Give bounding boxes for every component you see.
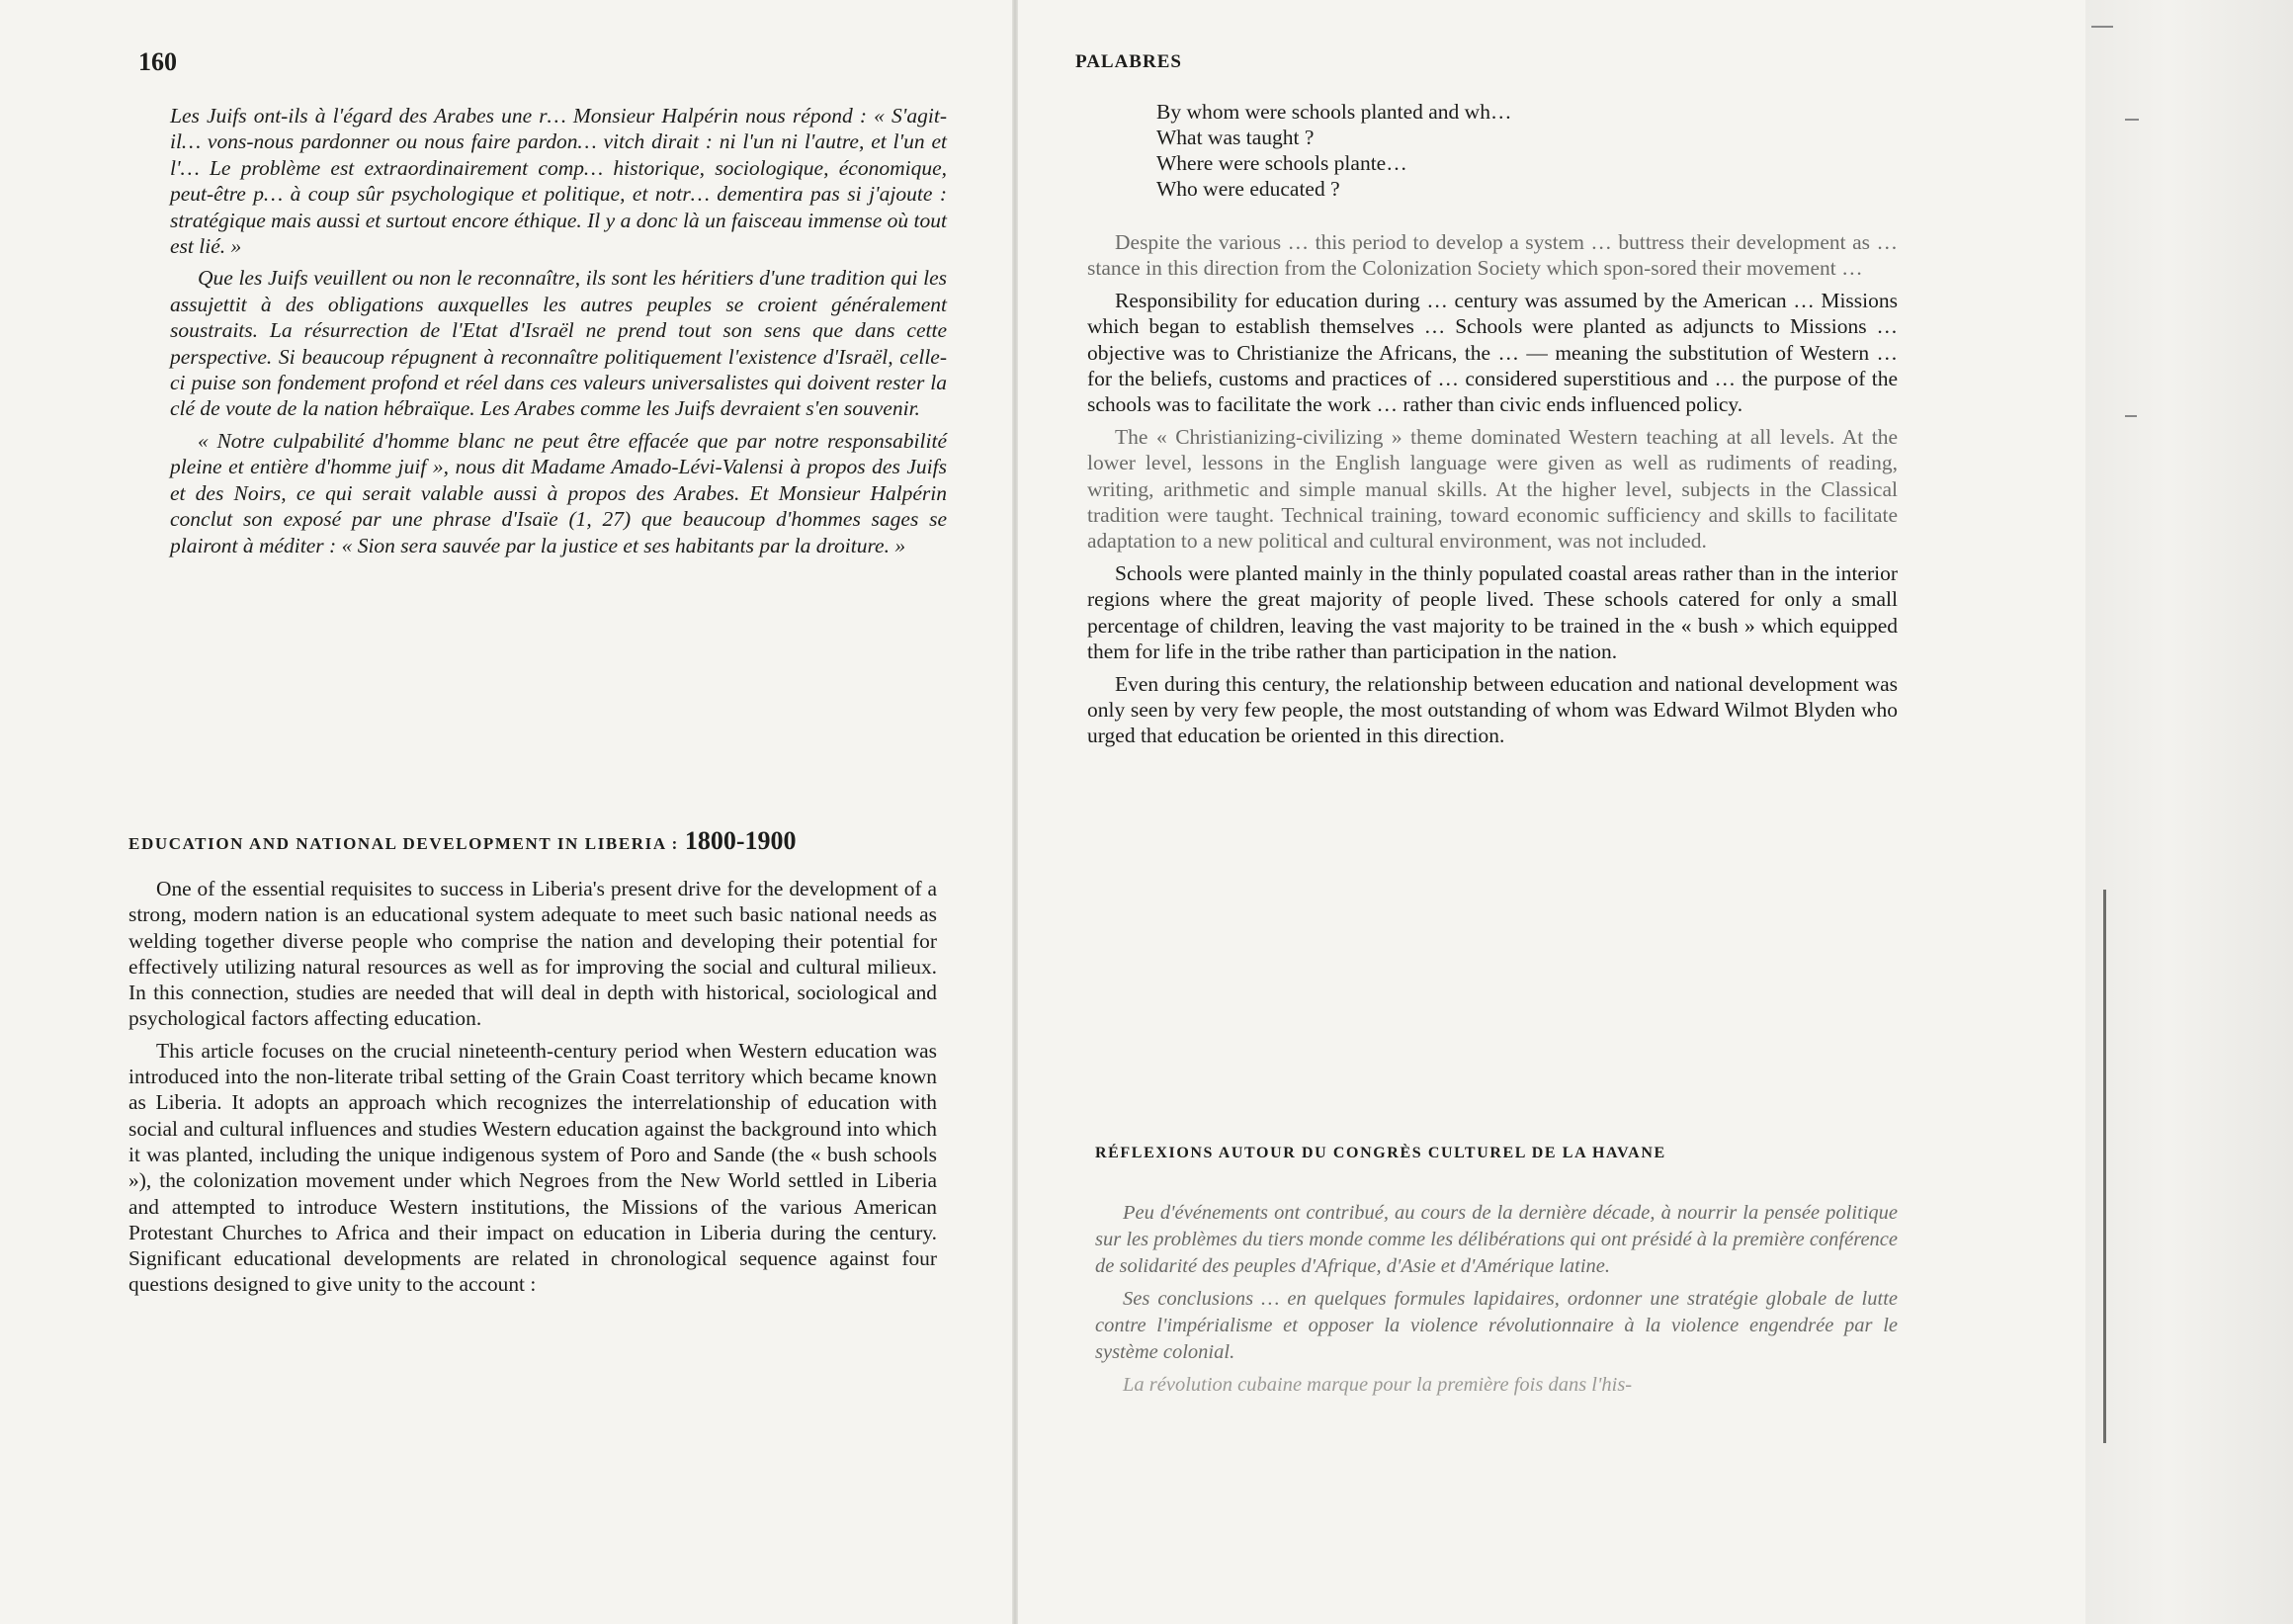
question-item: What was taught ? <box>1156 126 1315 149</box>
body-paragraph: Schools were planted mainly in the thinly populated coastal areas rather than in the interior regions where the great majority of people lived. These schools catered for only a small percentage of children, leaving the vast majority to be trained in the « bush » which equipped them for life in the tribe rather than participation in the nation. <box>1087 560 1898 664</box>
body-paragraph: Despite the various … this period to develop a system … buttress their development as … stance in this direction from the Colonization Society which spon-sored their movement … <box>1087 230 1898 281</box>
body-paragraph: Responsibility for education during … century was assumed by the American … Missions which began to establish themselves … Schools were planted as adjuncts to Missions … objective was to Christianize the Africans, the … — meaning the substitution of Western … for the beliefs, customs and practices of … considered superstitious and … the purpose of the schools was to facilitate the work … rather than civic ends influenced policy. <box>1087 288 1898 417</box>
edge-mark <box>2125 415 2137 417</box>
question-list <box>1156 99 1898 202</box>
edge-mark <box>2125 119 2139 121</box>
article-heading <box>128 826 949 856</box>
question-item: Where were schools plante… <box>1156 151 1407 175</box>
french-text-block <box>170 103 947 564</box>
article-paragraph: This article focuses on the crucial nineteenth-century period when Western education was introduced into the non-literate tribal setting of the Grain Coast territory which became known as Liberia. It adopts an approach which recognizes the interrelationship of education with social and cultural influences and studies Western education against the background into which it was planted, including the unique indigenous system of Poro and Sande (the « bush schools »), the colonization movement under which Negroes from the New World settled in Liberia and attempted to introduce Western institutions, the Missions of the various American Protestant Churches to Africa and their impact on education in Liberia during the century. Significant educational developments are related in chronological sequence against four questions designed to give unity to the account : <box>128 1038 937 1297</box>
right-text-block <box>1087 99 1898 755</box>
article-heading-years: 1800-1900 <box>684 826 797 855</box>
edge-shadow-line <box>2103 890 2106 1443</box>
article-heading-title: EDUCATION AND NATIONAL DEVELOPMENT IN LIBERIA : <box>128 834 679 853</box>
section-paragraph: Peu d'événements ont contribué, au cours de la dernière décade, à nourrir la pensée politique sur les problèmes du tiers monde comme les délibérations qui ont présidé à la première conférence de solidarité des peuples d'Afrique, d'Asie et d'Amérique latine. <box>1095 1202 1898 1277</box>
book-gutter <box>1012 0 1018 1624</box>
body-paragraph: Even during this century, the relationship between education and national development was only seen by very few people, the most outstanding of whom was Edward Wilmot Blyden who urged that education be oriented in this direction. <box>1087 671 1898 748</box>
section-body <box>1095 1200 1898 1405</box>
section-paragraph: La révolution cubaine marque pour la première fois dans l'his- <box>1123 1374 1633 1396</box>
question-item: By whom were schools planted and wh… <box>1156 100 1512 124</box>
question-item: Who were educated ? <box>1156 177 1340 201</box>
running-head: PALABRES <box>1075 51 1182 72</box>
french-paragraph: « Notre culpabilité d'homme blanc ne peut être effacée que par notre responsabilité pleine et entière d'homme juif », nous dit Madame Amado-Lévi-Valensi à propos des Juifs et des Noirs, ce qui serait valable aussi à propos des Arabes. Et Monsieur Halpérin conclut son exposé par une phrase d'Isaïe (1, 27) que beaucoup d'hommes sages se plairont à méditer : « Sion sera sauvée par la justice et ses habitants par la droiture. » <box>170 428 947 557</box>
edge-mark <box>2091 26 2113 28</box>
article-paragraph: One of the essential requisites to success in Liberia's present drive for the development of a strong, modern nation is an educational system adequate to meet such basic national needs as welding together diverse people who comprise the nation and developing their potential for effectively utilizing natural resources as well as for improving the social and cultural milieux. In this connection, studies are needed that will deal in depth with historical, sociological and psychological factors affecting education. <box>128 877 937 1031</box>
section-paragraph: Ses conclusions … en quelques formules lapidaires, ordonner une stratégie globale de lutte contre l'impérialisme et opposer la violence révolutionnaire à la violence engendrée par le système colonial. <box>1095 1288 1898 1363</box>
page-number: 160 <box>138 47 177 76</box>
french-paragraph: Que les Juifs veuillent ou non le reconnaître, ils sont les héritiers d'une tradition qui les assujettit à des obligations auxquelles les autres peuples se croient généralement soustraits. La résurrection de l'Etat d'Israël ne prend tout son sens que dans cette perspective. Si beaucoup répugnent à reconnaître politiquement l'existence d'Israël, celle-ci puise son fondement profond et réel dans ces valeurs universalistes qui doivent rester la clé de voute de la nation hébraïque. Les Arabes comme les Juifs devraient s'en souvenir. <box>170 266 947 421</box>
french-paragraph: Les Juifs ont-ils à l'égard des Arabes une r… Monsieur Halpérin nous répond : « S'agit-il… vons-nous pardonner ou nous faire pardon… vitch dirait : ni l'un ni l'autre, et l'un et l'… Le problème est extraordinairement comp… historique, sociologique, économique, peut-être p… à coup sûr psychologique et politique, et notr… dementira pas si j'ajoute : stratégique mais aussi et surtout encore éthique. Il y a donc là un faisceau immense où tout est lié. » <box>170 104 947 259</box>
section-heading: RÉFLEXIONS AUTOUR DU CONGRÈS CULTUREL DE LA HAVANE <box>1095 1145 1666 1161</box>
body-paragraph: The « Christianizing-civilizing » theme dominated Western teaching at all levels. At the lower level, lessons in the English language were given as well as rudiments of reading, writing, arithmetic and simple manual skills. At the higher level, subjects in the Classical tradition were taught. Technical training, toward economic sufficiency and skills to facilitate adaptation to a new political and cultural environment, was not included. <box>1087 424 1898 554</box>
article-body <box>128 876 937 1304</box>
adjacent-page-edge <box>2085 0 2293 1624</box>
